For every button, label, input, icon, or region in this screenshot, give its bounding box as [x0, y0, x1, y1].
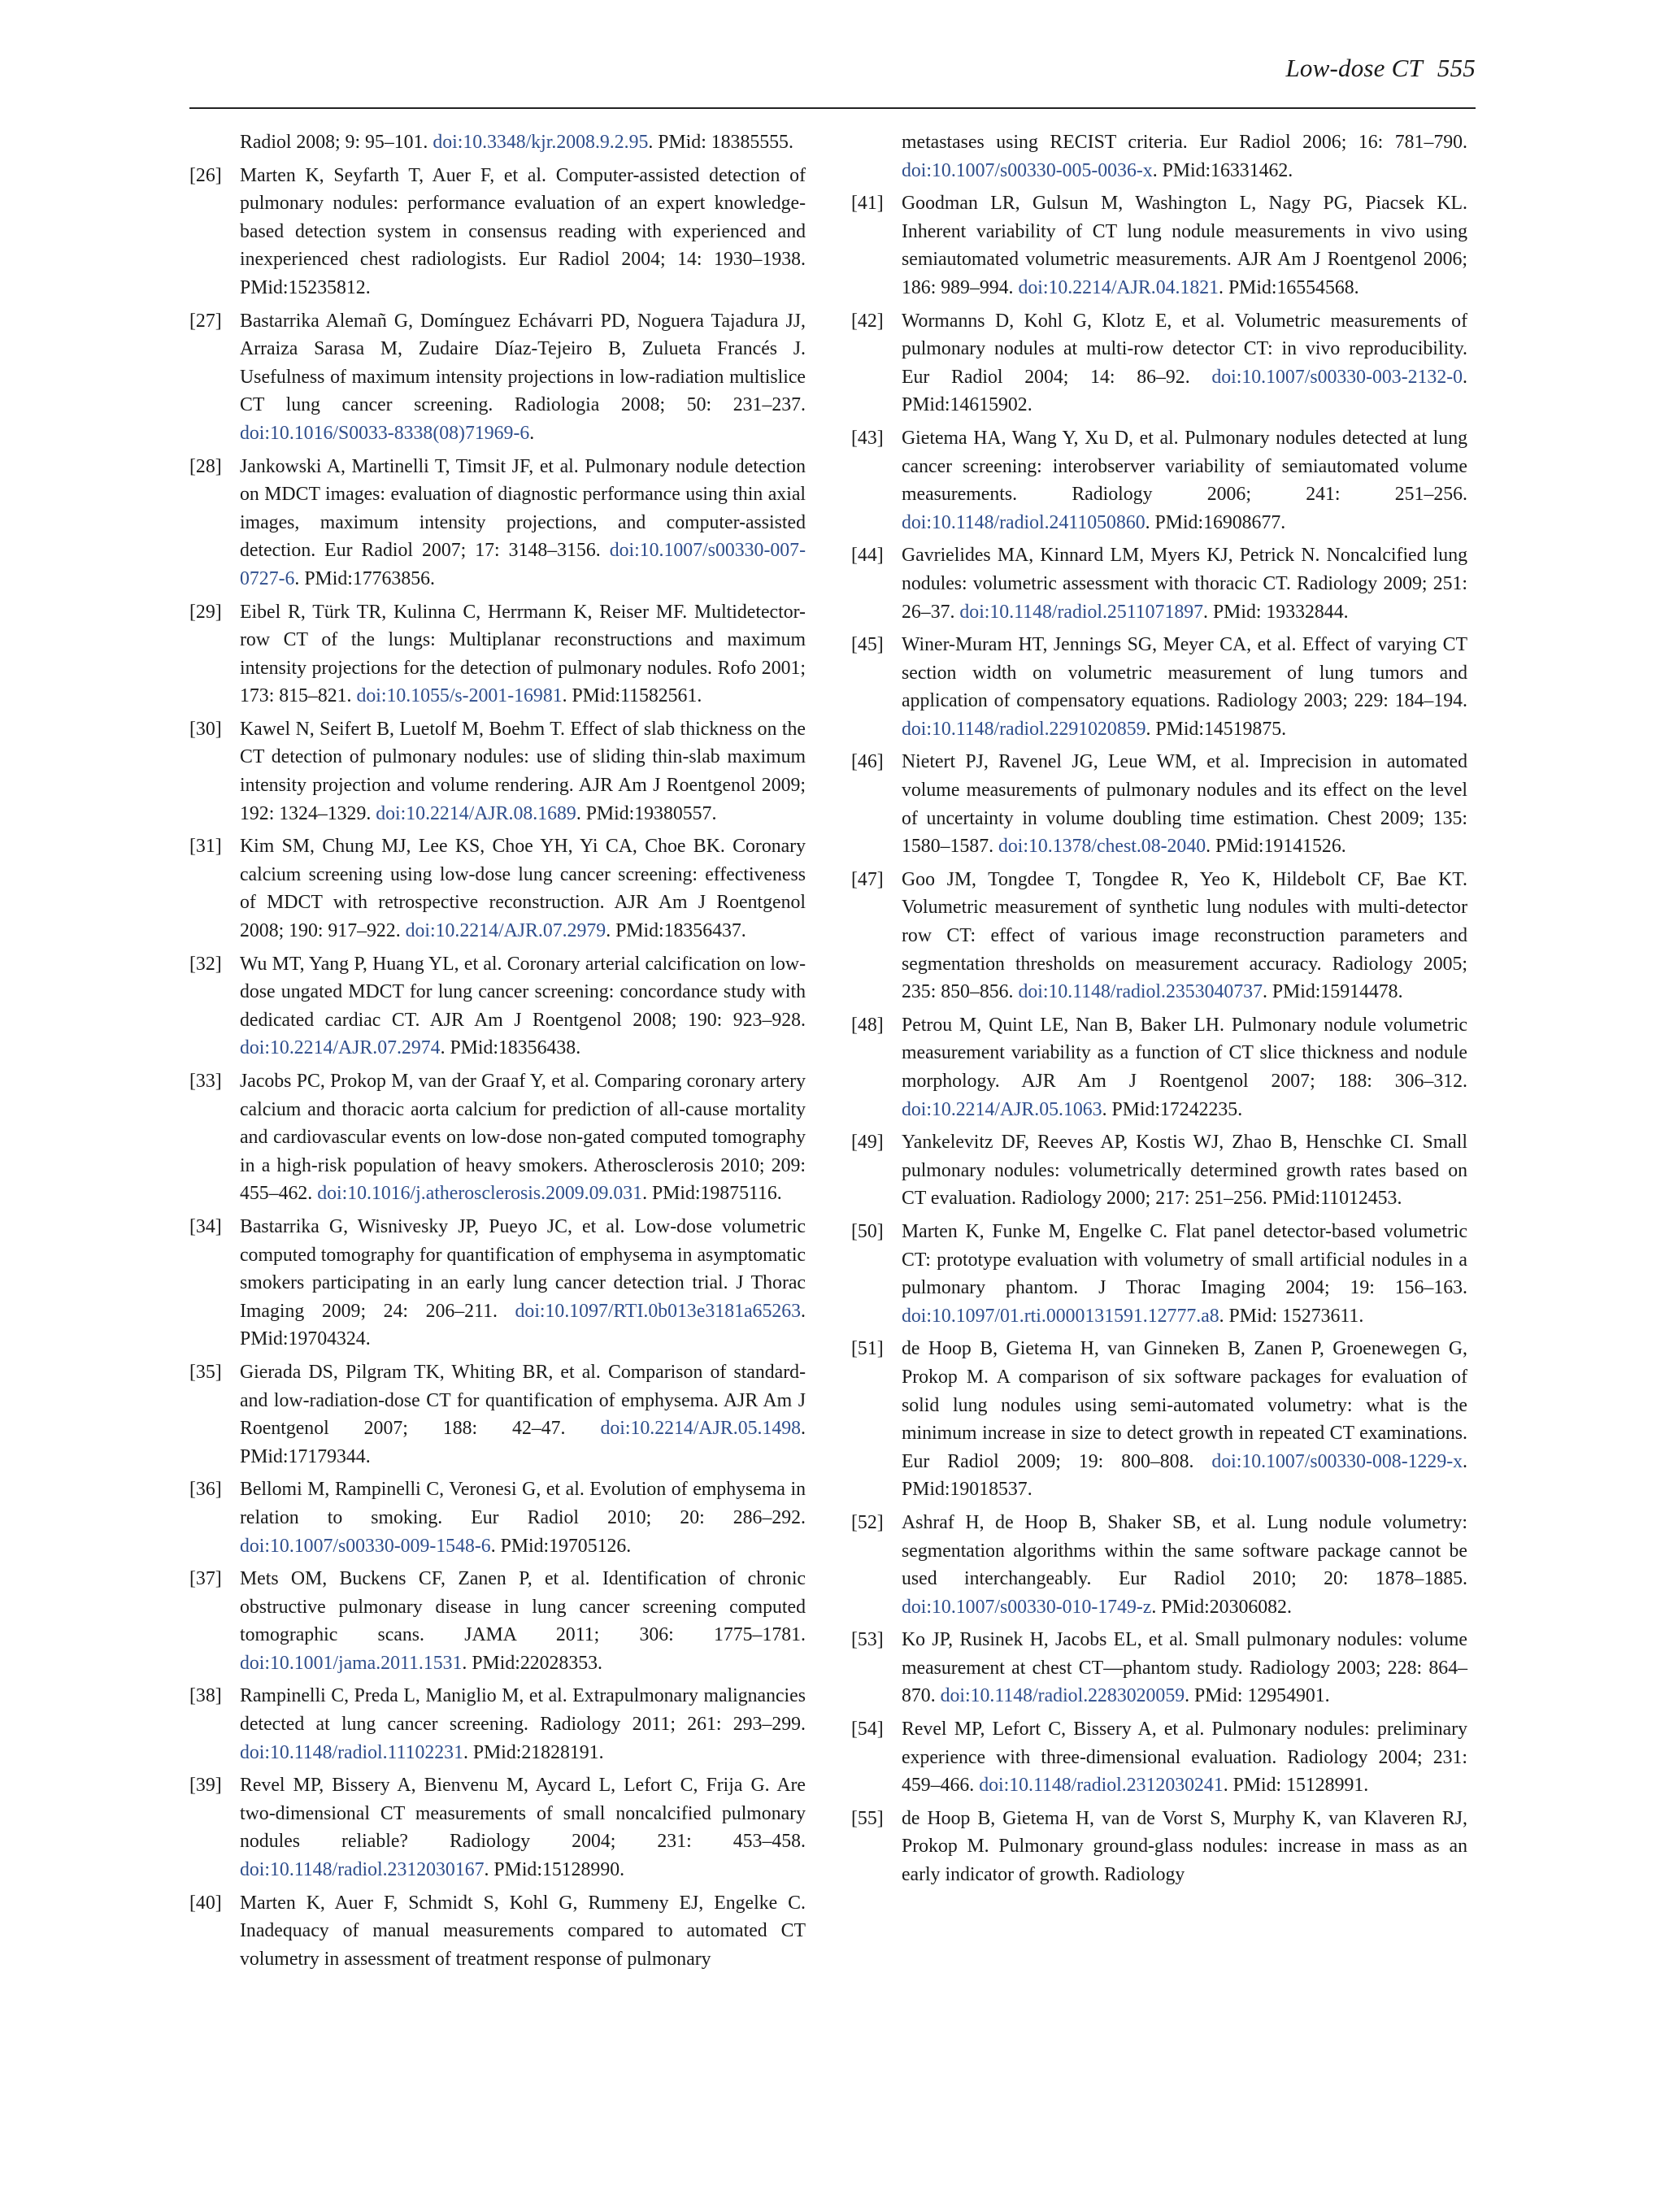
reference-text: Marten K, Funke M, Engelke C. Flat panel detector-based volumetric CT: prototype evaluation with volumetry of small artificial nodules in a pulmonary phantom. J Thorac Imaging 2004; 19: 156–163.	[902, 1220, 1467, 1299]
reference-entry	[851, 1805, 1467, 1889]
doi-link[interactable]: doi:10.1007/s00330-009-1548-6	[240, 1535, 491, 1557]
reference-text: Goo JM, Tongdee T, Tongdee R, Yeo K, Hildebolt CF, Bae KT. Volumetric measurement of synthetic lung nodules with multi-detector row CT: effect of various image reconstruction parameters and segmentation thresholds on measurement accuracy. Radiology 2005; 235: 850–856.	[902, 868, 1467, 1003]
reference-pmid: . PMid: 12954901.	[1185, 1685, 1330, 1707]
reference-number: [55]	[851, 1807, 884, 1829]
reference-number: [47]	[851, 868, 884, 890]
reference-pmid: . PMid: 19332844.	[1203, 601, 1349, 623]
reference-entry	[851, 1128, 1467, 1213]
reference-entry	[189, 832, 806, 945]
reference-text: Gierada DS, Pilgram TK, Whiting BR, et al. Comparison of standard- and low-radiation-dose CT for quantification of emphysema. AJR Am J Roentgenol 2007; 188: 42–47.	[240, 1361, 806, 1440]
doi-link[interactable]: doi:10.1007/s00330-010-1749-z	[902, 1596, 1152, 1618]
reference-pmid: .	[529, 422, 535, 444]
doi-link[interactable]: doi:10.1148/radiol.11102231	[240, 1741, 463, 1763]
reference-entry	[851, 1218, 1467, 1330]
reference-number: [50]	[851, 1220, 884, 1242]
doi-link[interactable]: doi:10.1148/radiol.2411050860	[902, 511, 1146, 533]
reference-text: Kim SM, Chung MJ, Lee KS, Choe YH, Yi CA, Choe BK. Coronary calcium screening using low-dose lung cancer screening: effectiveness of MDCT with retrospective reconstruction. AJR Am J Roentgenol 2008; 190: 917–922.	[240, 836, 806, 942]
reference-pmid: . PMid:16908677.	[1145, 511, 1286, 533]
reference-number: [40]	[189, 1892, 222, 1914]
reference-text: Revel MP, Lefort C, Bissery A, et al. Pulmonary nodules: preliminary experience with three-dimensional evaluation. Radiology 2004; 231: 459–466.	[902, 1719, 1467, 1797]
doi-link[interactable]: doi:10.1001/jama.2011.1531	[240, 1652, 463, 1674]
reference-text: Gavrielides MA, Kinnard LM, Myers KJ, Petrick N. Noncalcified lung nodules: volumetric assessment with thoracic CT. Radiology 2009; 251: 26–37.	[902, 545, 1467, 623]
reference-text: Marten K, Seyfarth T, Auer F, et al. Computer-assisted detection of pulmonary nodules: performance evaluation of an expert knowledge-based detection system in consensus reading with experienced and inexperienced chest radiologists. Eur Radiol 2004; 14: 1930–1938. PMid:15235812.	[240, 164, 806, 298]
reference-text: de Hoop B, Gietema H, van de Vorst S, Murphy K, van Klaveren RJ, Prokop M. Pulmonary ground-glass nodules: increase in mass as an early indicator of growth. Radiology	[902, 1807, 1467, 1886]
reference-text: Kawel N, Seifert B, Luetolf M, Boehm T. Effect of slab thickness on the CT detection of pulmonary nodules: use of sliding thin-slab maximum intensity projection and volume rendering. AJR Am J Roentgenol 2009; 192: 1324–1329.	[240, 718, 806, 824]
reference-text: Nietert PJ, Ravenel JG, Leue WM, et al. Imprecision in automated volume measurements of pulmonary nodules and its effect on the level of uncertainty in volume doubling time estimation. Chest 2009; 135: 1580–1587.	[902, 751, 1467, 858]
reference-number: [26]	[189, 164, 222, 186]
doi-link[interactable]: doi:10.1148/radiol.2283020059	[940, 1685, 1185, 1707]
reference-number: [34]	[189, 1215, 222, 1237]
reference-pmid: . PMid:22028353.	[462, 1652, 602, 1674]
reference-pmid: . PMid:14615902.	[902, 366, 1467, 416]
reference-column-left	[189, 128, 806, 1978]
reference-entry	[189, 1358, 806, 1471]
reference-pmid: . PMid:21828191.	[463, 1741, 604, 1763]
doi-link[interactable]: doi:10.2214/AJR.07.2974	[240, 1037, 441, 1059]
reference-text: metastases using RECIST criteria. Eur Radiol 2006; 16: 781–790.	[902, 132, 1467, 153]
doi-link[interactable]: doi:10.1007/s00330-005-0036-x	[902, 159, 1153, 181]
page-number: 555	[1437, 54, 1476, 82]
reference-text: Bastarrika G, Wisnivesky JP, Pueyo JC, et al. Low-dose volumetric computed tomography for quantification of emphysema in asymptomatic smokers participating in an early lung cancer detection trial. J Thorac Imaging 2009; 24: 206–211.	[240, 1215, 806, 1322]
running-head	[1285, 54, 1476, 83]
reference-pmid: . PMid:14519875.	[1146, 718, 1287, 740]
reference-entry	[189, 598, 806, 711]
reference-pmid: . PMid:16554568.	[1219, 276, 1359, 298]
reference-number: [49]	[851, 1132, 884, 1154]
reference-entry	[189, 453, 806, 593]
reference-entry	[851, 128, 1467, 185]
reference-text: Eibel R, Türk TR, Kulinna C, Herrmann K, Reiser MF. Multidetector-row CT of the lungs: Multiplanar reconstructions and maximum intensity projections for the detection of pulmonary nodules. Rofo 2001; 173: 815–821.	[240, 601, 806, 707]
reference-pmid: . PMid:18356437.	[606, 920, 746, 942]
reference-entry	[189, 715, 806, 828]
reference-pmid: . PMid:19875116.	[642, 1183, 782, 1205]
reference-text: Mets OM, Buckens CF, Zanen P, et al. Identification of chronic obstructive pulmonary disease in lung cancer screening computed tomographic scans. JAMA 2011; 306: 1775–1781.	[240, 1568, 806, 1646]
reference-entry	[189, 1213, 806, 1354]
reference-number: [27]	[189, 310, 222, 332]
reference-entry	[189, 128, 806, 157]
reference-pmid: . PMid:17179344.	[240, 1418, 806, 1467]
reference-text: Bastarrika Alemañ G, Domínguez Echávarri PD, Noguera Tajadura JJ, Arraiza Sarasa M, Zudaire Díaz-Tejeiro B, Zulueta Francés J. Usefulness of maximum intensity projections in low-radiation multislice CT lung cancer screening. Radiologia 2008; 50: 231–237.	[240, 310, 806, 416]
reference-number: [51]	[851, 1338, 884, 1360]
reference-entry	[851, 424, 1467, 537]
reference-pmid: . PMid:17242235.	[1102, 1098, 1243, 1120]
reference-entry	[189, 1067, 806, 1208]
reference-column-right	[851, 128, 1467, 1894]
reference-number: [46]	[851, 751, 884, 773]
reference-number: [48]	[851, 1014, 884, 1036]
reference-entry	[851, 307, 1467, 419]
reference-pmid: . PMid:11582561.	[562, 685, 702, 707]
reference-entry	[851, 1715, 1467, 1800]
doi-link[interactable]: doi:10.1007/s00330-003-2132-0	[1211, 366, 1463, 388]
reference-number: [36]	[189, 1479, 222, 1501]
reference-entry	[189, 307, 806, 448]
reference-pmid: . PMid:18356438.	[440, 1037, 581, 1059]
reference-text: Ashraf H, de Hoop B, Shaker SB, et al. Lung nodule volumetry: segmentation algorithms within the same software package cannot be used interchangeably. Eur Radiol 2010; 20: 1878–1885.	[902, 1511, 1467, 1590]
reference-number: [39]	[189, 1775, 222, 1797]
reference-number: [31]	[189, 836, 222, 858]
doi-link[interactable]: doi:10.2214/AJR.04.1821	[1018, 276, 1219, 298]
reference-entry	[851, 541, 1467, 626]
doi-link[interactable]: doi:10.1148/radiol.2353040737	[1018, 981, 1263, 1003]
reference-pmid: . PMid:17763856.	[294, 567, 435, 589]
reference-pmid: . PMid:15128990.	[484, 1859, 625, 1881]
reference-number: [44]	[851, 545, 884, 567]
reference-text: Marten K, Auer F, Schmidt S, Kohl G, Rummeny EJ, Engelke C. Inadequacy of manual measurements compared to automated CT volumetry in assessment of treatment response of pulmonary	[240, 1892, 806, 1970]
reference-text: Bellomi M, Rampinelli C, Veronesi G, et al. Evolution of emphysema in relation to smoking. Eur Radiol 2010; 20: 286–292.	[240, 1479, 806, 1528]
reference-entry	[851, 1011, 1467, 1123]
doi-link[interactable]: doi:10.1097/RTI.0b013e3181a65263	[515, 1300, 802, 1322]
reference-number: [30]	[189, 718, 222, 740]
reference-number: [29]	[189, 601, 222, 623]
reference-pmid: . PMid:19018537.	[902, 1450, 1467, 1501]
page-header	[189, 50, 1476, 109]
reference-text: Jacobs PC, Prokop M, van der Graaf Y, et al. Comparing coronary artery calcium and thoracic aorta calcium for prediction of all-cause mortality and cardiovascular events on low-dose non-gated computed tomography in a high-risk population of heavy smokers. Atherosclerosis 2010; 209: 455–462.	[240, 1071, 806, 1205]
reference-pmid: . PMid: 15273611.	[1219, 1305, 1364, 1327]
reference-number: [41]	[851, 193, 884, 215]
reference-entry	[851, 1509, 1467, 1621]
reference-entry	[851, 1335, 1467, 1504]
reference-pmid: . PMid:16331462.	[1152, 159, 1293, 181]
reference-pmid: . PMid:19141526.	[1206, 836, 1346, 858]
reference-number: [52]	[851, 1511, 884, 1533]
doi-link[interactable]: doi:10.2214/AJR.05.1498	[600, 1418, 802, 1440]
reference-pmid: . PMid:20306082.	[1151, 1596, 1292, 1618]
doi-link[interactable]: doi:10.1016/j.atherosclerosis.2009.09.031	[317, 1183, 643, 1205]
doi-link[interactable]: doi:10.1148/radiol.2291020859	[902, 718, 1146, 740]
reference-number: [45]	[851, 634, 884, 656]
reference-text: Petrou M, Quint LE, Nan B, Baker LH. Pulmonary nodule volumetric measurement variability as a function of CT slice thickness and nodule morphology. AJR Am J Roentgenol 2007; 188: 306–312.	[902, 1014, 1467, 1092]
reference-text: Ko JP, Rusinek H, Jacobs EL, et al. Small pulmonary nodules: volume measurement at chest CT—phantom study. Radiology 2003; 228: 864–870.	[902, 1629, 1467, 1707]
reference-text: Revel MP, Bissery A, Bienvenu M, Aycard L, Lefort C, Frija G. Are two-dimensional CT measurements of small noncalcified pulmonary nodules reliable? Radiology 2004; 231: 453–458.	[240, 1775, 806, 1853]
reference-entry	[851, 189, 1467, 302]
doi-link[interactable]: doi:10.1148/radiol.2312030241	[979, 1775, 1224, 1797]
reference-pmid: . PMid:19380557.	[576, 802, 717, 824]
reference-number: [33]	[189, 1071, 222, 1092]
reference-entry	[851, 748, 1467, 860]
reference-text: Gietema HA, Wang Y, Xu D, et al. Pulmonary nodules detected at lung cancer screening: interobserver variability of semiautomated volume measurements. Radiology 2006; 241: 251–256.	[902, 427, 1467, 506]
doi-link[interactable]: doi:10.2214/AJR.07.2979	[405, 920, 606, 942]
reference-entry	[189, 1889, 806, 1974]
doi-link[interactable]: doi:10.1016/S0033-8338(08)71969-6	[240, 422, 530, 444]
doi-link[interactable]: doi:10.1148/radiol.2511071897	[959, 601, 1204, 623]
reference-text: Winer-Muram HT, Jennings SG, Meyer CA, et al. Effect of varying CT section width on volumetric measurement of lung tumors and application of compensatory equations. Radiology 2003; 229: 184–194.	[902, 634, 1467, 712]
doi-link[interactable]: doi:10.1007/s00330-008-1229-x	[1211, 1450, 1463, 1472]
reference-pmid: . PMid:15914478.	[1262, 981, 1403, 1003]
reference-entry	[189, 1475, 806, 1560]
reference-entry	[851, 1626, 1467, 1710]
doi-link[interactable]: doi:10.1097/01.rti.0000131591.12777.a8	[902, 1305, 1219, 1327]
doi-link[interactable]: doi:10.2214/AJR.05.1063	[902, 1098, 1102, 1120]
doi-link[interactable]: doi:10.1148/radiol.2312030167	[240, 1859, 485, 1881]
reference-pmid: . PMid:19705126.	[490, 1535, 632, 1557]
doi-link[interactable]: doi:10.1055/s-2001-16981	[356, 685, 563, 707]
reference-entry	[189, 1565, 806, 1677]
doi-link[interactable]: doi:10.1007/s00330-007-0727-6	[240, 540, 806, 589]
reference-entry	[189, 162, 806, 302]
journal-section-title: Low-dose CT	[1285, 54, 1423, 82]
reference-number: [42]	[851, 310, 884, 332]
reference-text: Wormanns D, Kohl G, Klotz E, et al. Volumetric measurements of pulmonary nodules at multi-row detector CT: in vivo reproducibility. Eur Radiol 2004; 14: 86–92.	[902, 310, 1467, 388]
reference-entry	[851, 866, 1467, 1006]
reference-number: [54]	[851, 1719, 884, 1740]
reference-pmid: . PMid: 18385555.	[648, 132, 793, 153]
doi-link[interactable]: doi:10.1378/chest.08-2040	[998, 836, 1206, 858]
reference-text: Jankowski A, Martinelli T, Timsit JF, et al. Pulmonary nodule detection on MDCT images: evaluation of diagnostic performance using thin axial images, maximum intensity projections, and computer-assisted detection. Eur Radiol 2007; 17: 3148–3156.	[240, 455, 806, 562]
doi-link[interactable]: doi:10.2214/AJR.08.1689	[376, 802, 576, 824]
reference-number: [28]	[189, 455, 222, 477]
reference-entry	[189, 1771, 806, 1884]
reference-text: Wu MT, Yang P, Huang YL, et al. Coronary arterial calcification on low-dose ungated MDCT for lung cancer screening: concordance study with dedicated cardiac CT. AJR Am J Roentgenol 2008; 190: 923–928.	[240, 953, 806, 1031]
reference-number: [37]	[189, 1568, 222, 1590]
reference-text: Goodman LR, Gulsun M, Washington L, Nagy PG, Piacsek KL. Inherent variability of CT lung nodule measurements in vivo using semiautomated volumetric measurements. AJR Am J Roentgenol 2006; 186: 989–994.	[902, 193, 1467, 298]
reference-text: Yankelevitz DF, Reeves AP, Kostis WJ, Zhao B, Henschke CI. Small pulmonary nodules: volumetrically determined growth rates based on CT evaluation. Radiology 2000; 217: 251–256. PMid:11012453.	[902, 1132, 1467, 1210]
reference-text: Radiol 2008; 9: 95–101.	[240, 132, 433, 153]
reference-pmid: . PMid:19704324.	[240, 1300, 806, 1350]
reference-number: [38]	[189, 1685, 222, 1707]
reference-text: Rampinelli C, Preda L, Maniglio M, et al. Extrapulmonary malignancies detected at lung cancer screening. Radiology 2011; 261: 293–299.	[240, 1685, 806, 1736]
reference-entry	[851, 631, 1467, 743]
reference-number: [32]	[189, 953, 222, 975]
reference-number: [53]	[851, 1629, 884, 1651]
doi-link[interactable]: doi:10.3348/kjr.2008.9.2.95	[433, 132, 649, 153]
reference-entry	[189, 950, 806, 1063]
reference-number: [43]	[851, 427, 884, 449]
reference-text: de Hoop B, Gietema H, van Ginneken B, Zanen P, Groenewegen G, Prokop M. A comparison of six software packages for evaluation of solid lung nodules using semi-automated volumetry: what is the minimum increase in size to detect growth in repeated CT examinations. Eur Radiol 2009; 19: 800–808.	[902, 1338, 1467, 1472]
reference-pmid: . PMid: 15128991.	[1223, 1775, 1369, 1797]
reference-entry	[189, 1682, 806, 1767]
reference-number: [35]	[189, 1361, 222, 1383]
